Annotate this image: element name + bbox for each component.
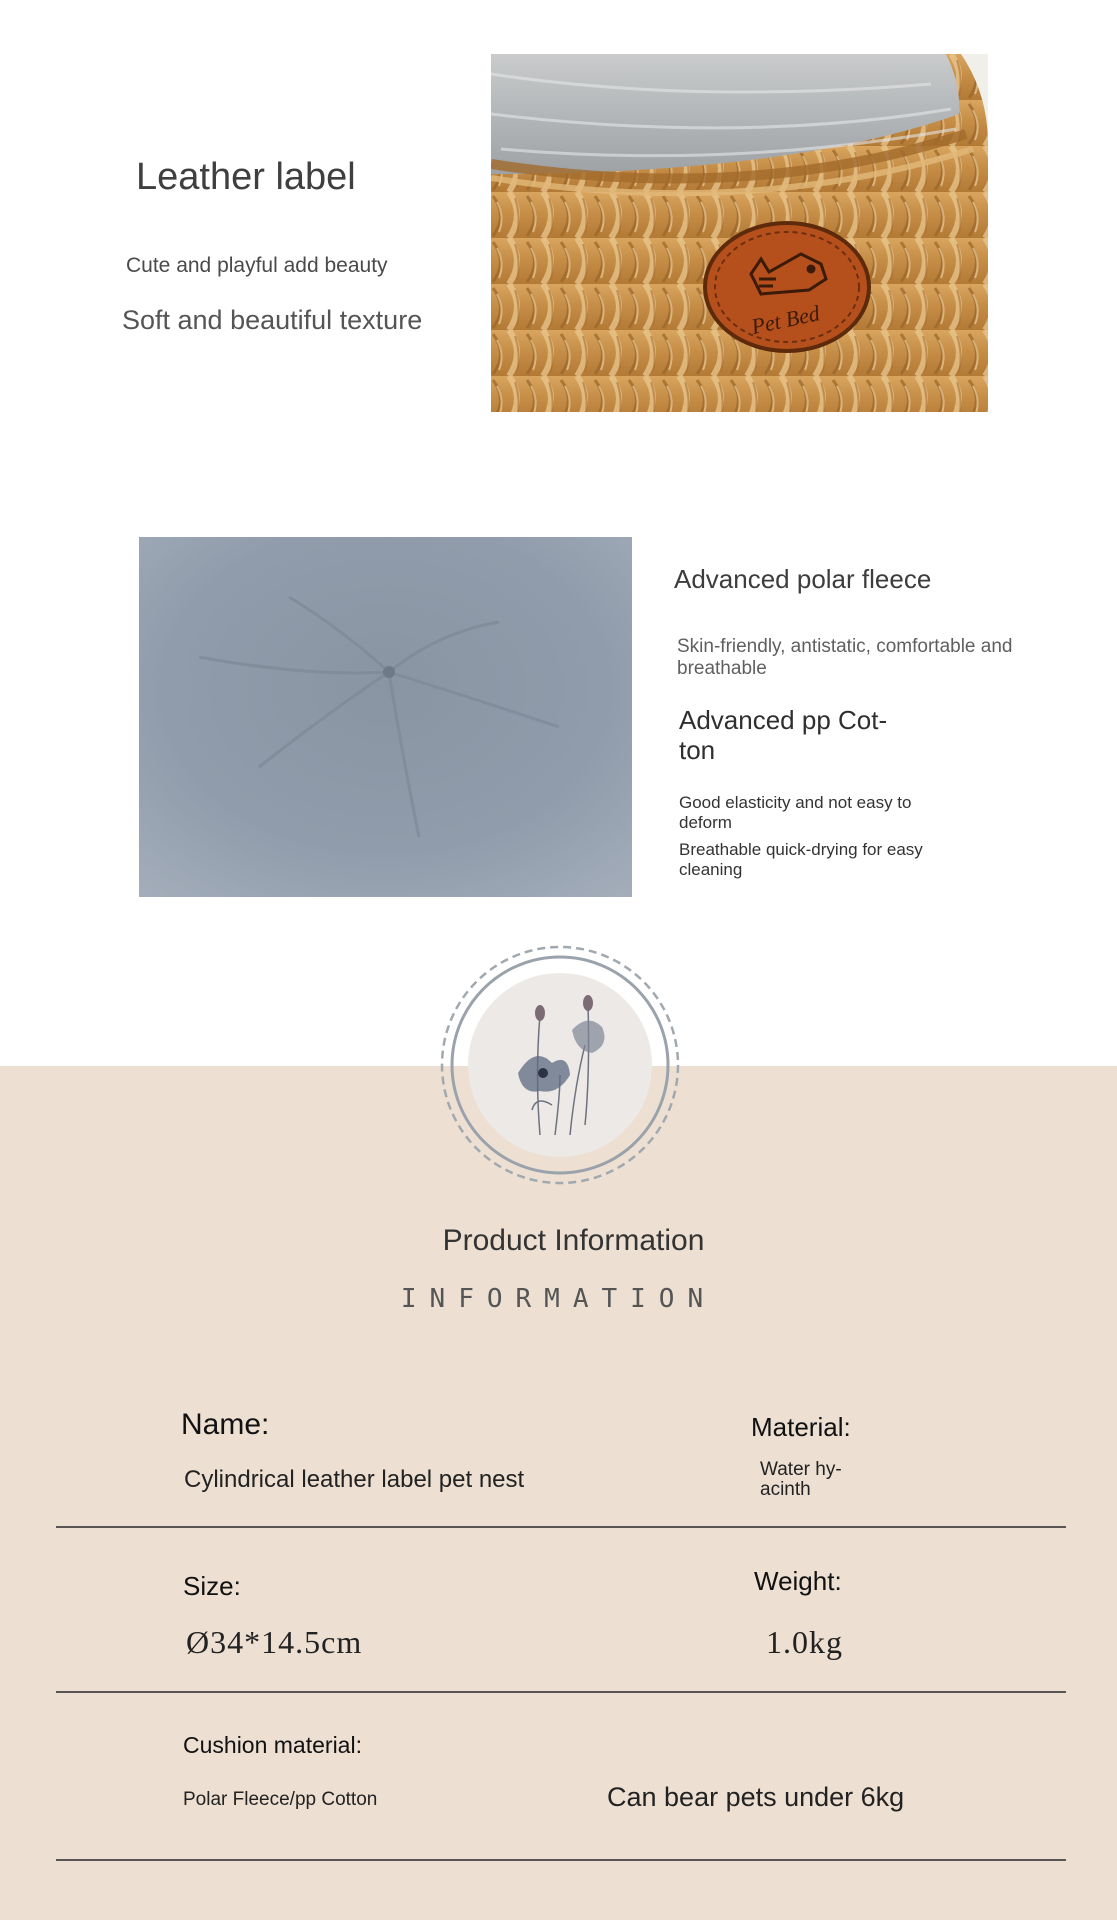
basket-photo (491, 54, 988, 412)
product-info-subheading: INFORMATION (400, 1284, 717, 1314)
cushion-material-label: Cushion material: (183, 1732, 362, 1758)
floral-badge (440, 945, 680, 1185)
size-label: Size: (183, 1571, 241, 1601)
pp-cotton-desc-1: Good elasticity and not easy to deform (679, 793, 912, 832)
material-label: Material: (751, 1412, 851, 1442)
capacity-note: Can bear pets under 6kg (607, 1782, 905, 1812)
cushion-material-value: Polar Fleece/pp Cotton (183, 1789, 378, 1810)
name-value: Cylindrical leather label pet nest (184, 1466, 525, 1493)
weight-value: 1.0kg (766, 1624, 843, 1660)
name-label: Name: (181, 1408, 270, 1441)
divider-2 (56, 1691, 1066, 1693)
leather-label-title: Leather label (136, 156, 356, 198)
pp-cotton-desc-2: Breathable quick-drying for easy cleaning (679, 840, 923, 879)
cushion-photo (139, 537, 632, 897)
pp-cotton-title: Advanced pp Cot-ton (679, 705, 888, 765)
divider-3 (56, 1859, 1066, 1861)
leather-label-tagline: Soft and beautiful texture (122, 305, 423, 335)
badge-text: Pet Bed (749, 300, 822, 340)
material-value: Water hy-acinth (760, 1459, 842, 1500)
fleece-title: Advanced polar fleece (674, 564, 932, 594)
size-value: Ø34*14.5cm (186, 1624, 363, 1660)
leather-label-subtitle: Cute and playful add beauty (126, 254, 388, 277)
product-info-background (0, 1066, 1117, 1920)
weight-label: Weight: (754, 1566, 842, 1596)
fleece-description: Skin-friendly, antistatic, comfortable and breathable (677, 636, 1013, 679)
divider-1 (56, 1526, 1066, 1528)
product-info-heading: Product Information (442, 1224, 705, 1257)
